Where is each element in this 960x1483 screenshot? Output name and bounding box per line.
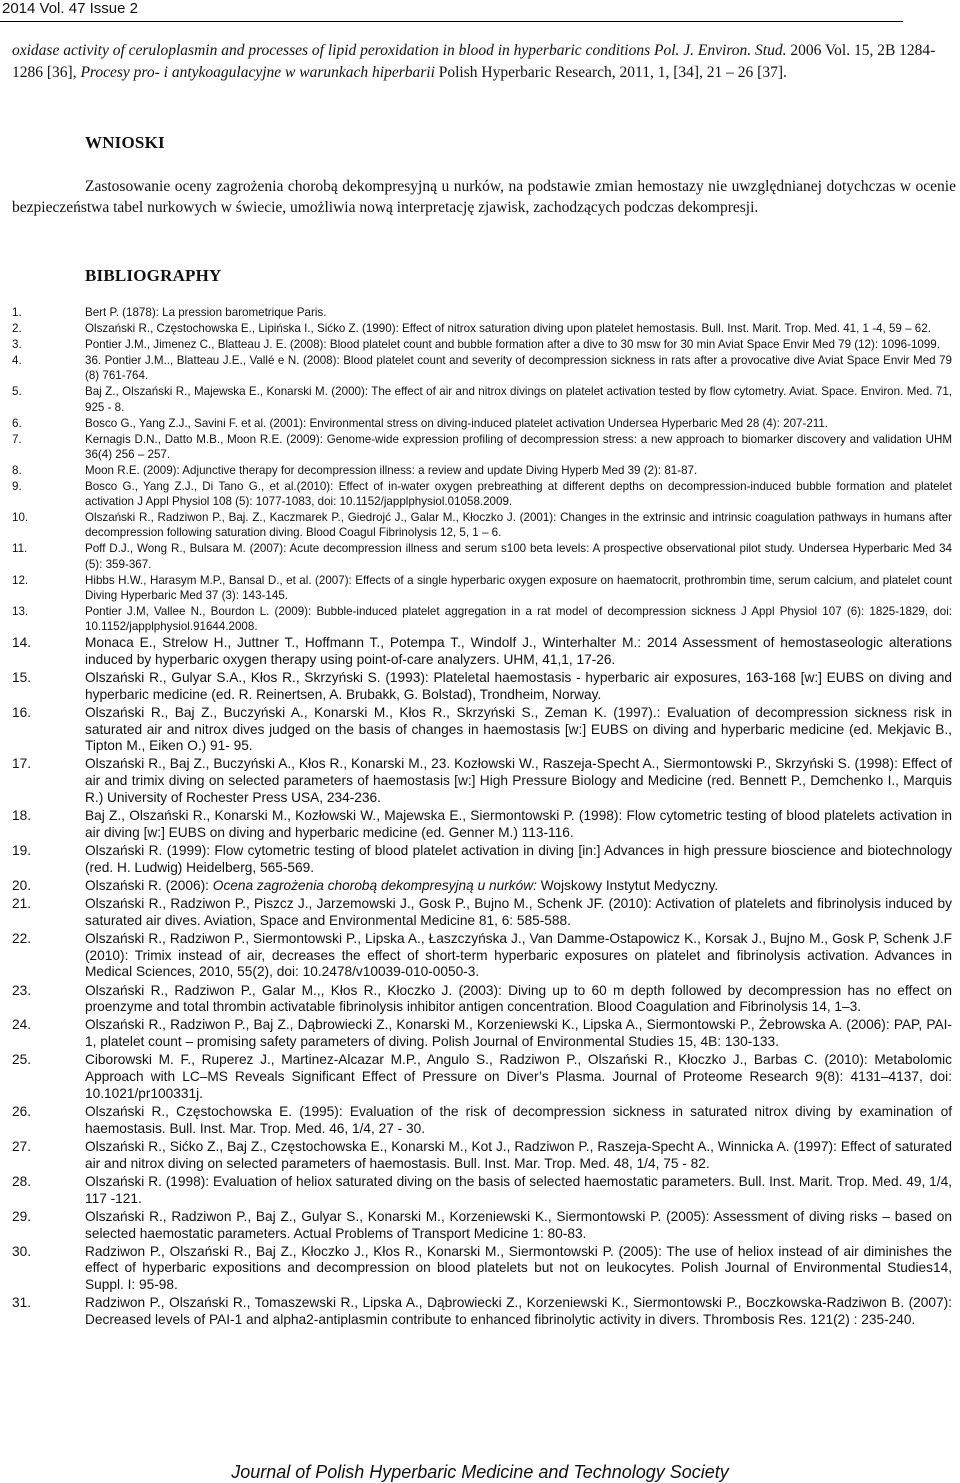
- reference-number: 5.: [12, 385, 22, 399]
- reference-text: Olszański R., Radziwon P., Galar M.,, Kłos R., Kłoczko J. (2003): Diving up to 60 m depth followed by decompression has no effect on proenzyme and total thrombin activatable fibrinolysis inhibitor antigen concentration. Blood Coagulation and Fibrinolysis 14, 1–3.: [85, 982, 952, 1015]
- reference-text: Olszański R., Częstochowska E. (1995): Evaluation of the risk of decompression sickness in saturated nitrox diving by examination of haemostasis. Bull. Inst. Mar. Trop. Med. 46, 1/4, 27 - 30.: [85, 1104, 952, 1136]
- reference-item: [12, 931, 960, 981]
- reference-number: 21.: [12, 896, 32, 911]
- reference-text: Olszański R., Baj Z., Buczyński A., Kłos R., Konarski M., 23. Kozłowski W., Raszeja-Specht A., Siermontowski P., Skrzyński S. (1998): Effect of air and trimix diving on selected parameters of haemostasis [w:] High Pressure Biology and Medicine (red. Bennett P., Demchenko I., Marquis R.) University of Rochester Press USA, 234-236.: [85, 756, 952, 806]
- reference-text: Hibbs H.W., Harasym M.P., Bansal D., et al. (2007): Effects of a single hyperbaric oxygen exposure on haematocrit, prothrombin time, serum calcium, and platelet count Diving Hyperbaric Med 37 (3): 143-145.: [85, 573, 952, 602]
- reference-text-post: Wojskowy Instytut Medyczny.: [536, 877, 719, 893]
- reference-item: [12, 1244, 960, 1294]
- reference-item: [12, 896, 960, 930]
- carryover-rest-2: Polish Hyperbaric Research, 2011, 1, [34], 21 – 26 [37].: [434, 64, 787, 81]
- reference-number: 7.: [12, 432, 22, 446]
- reference-item: [12, 479, 960, 509]
- reference-text: Pontier J.M, Vallee N., Bourdon L. (2009): Bubble-induced platelet aggregation in a rat model of decompression sickness J Appl Physiol 107 (6): 1825-1829, doi: 10.1152/japplphysiol.91644.2008.: [85, 604, 952, 633]
- reference-number: 29.: [12, 1208, 32, 1224]
- reference-text: 36. Pontier J.M.., Blatteau J.E., Vallé e N. (2008): Blood platelet count and severity of decompression sickness in rats after a provocative dive Aviat Space Envir Med 79 (8) 761-764.: [85, 354, 952, 383]
- reference-text: Ciborowski M. F., Ruperez J., Martinez-Alcazar M.P., Angulo S., Radziwon P., Olszański R., Kłoczko J., Barbas C. (2010): Metabolomic Approach with LC–MS Reveals Significant Effect of Pressure on Diver’s Plasma. Journal of Proteome Research 9(8): 4131–4137, doi: 10.1021/pr100331j.: [85, 1052, 952, 1101]
- reference-number: 27.: [12, 1138, 32, 1154]
- reference-text: Monaca E., Strelow H., Juttner T., Hoffmann T., Potempa T., Windolf J., Winterhalter M.: 2014 Assessment of hemostaseologic alterations induced by hyperbaric oxygen therapy using point-of-care analyzers. UHM, 41,1, 17-26.: [85, 634, 952, 667]
- reference-text: Pontier J.M., Jimenez C., Blatteau J. E. (2008): Blood platelet count and bubble formation after a dive to 30 msw for 30 min Aviat Space Envir Med 79 (12): 1096-1099.: [85, 338, 940, 352]
- reference-number: 23.: [12, 982, 32, 998]
- carryover-italic-2: Procesy pro- i antykoagulacyjne w warunkach hiperbarii: [80, 64, 435, 81]
- bibliography-list: [12, 305, 960, 1330]
- reference-item: [12, 1052, 960, 1102]
- reference-item: [12, 432, 960, 462]
- conclusions-paragraph: Zastosowanie oceny zagrożenia chorobą dekompresyjną u nurków, na podstawie zmian hemostazy nie uwzględnianej dotychczas w ocenie bezpieczeństwa tabel nurkowych w świecie, umożliwia nową interpretację zjawisk, zachodzących podczas dekompresji.: [12, 178, 956, 216]
- reference-title-italic: Ocena zagrożenia chorobą dekompresyjną u nurków:: [212, 877, 537, 893]
- reference-text: Radziwon P., Olszański R., Baj Z., Kłoczko J., Kłos R., Konarski M., Siermontowski P. (2005): The use of heliox instead of air diminishes the effect of hyperbaric expositions and decompression on blood platelets but not on leukocytes. Polish Journal of Environmental Studies14, Suppl. I: 95-98.: [85, 1243, 952, 1293]
- reference-number: 20.: [12, 877, 32, 893]
- reference-item: [12, 843, 960, 877]
- reference-text: Baj Z., Olszański R., Majewska E., Konarski M. (2000): The effect of air and nitrox divings on platelet activation tested by flow cytometry. Aviat. Space. Environ. Med. 71, 925 - 8.: [85, 385, 952, 414]
- reference-number: 11.: [12, 542, 28, 556]
- reference-item: [12, 1209, 960, 1243]
- reference-number: 8.: [12, 463, 22, 477]
- reference-text: Olszański R., Gulyar S.A., Kłos R., Skrzyński S. (1993): Plateletal haemostasis - hyperbaric air exposures, 163-168 [w:] EUBS on diving and hyperbaric medicine (ed. R. Reinertsen, A. Brubakk, G. Bolstad), Trondheim, Norway.: [85, 669, 952, 702]
- reference-number: 9.: [12, 480, 22, 494]
- reference-text: Olszański R. (1998): Evaluation of heliox saturated diving on the basis of selected haemostatic parameters. Bull. Inst. Marit. Trop. Med. 49, 1/4, 117 -121.: [85, 1173, 952, 1206]
- reference-number: 16.: [12, 704, 32, 720]
- reference-number: 24.: [12, 1017, 32, 1033]
- carryover-italic: oxidase activity of ceruloplasmin and processes of lipid peroxidation in blood in hyperbaric conditions Pol. J. Environ. Stud.: [12, 42, 787, 59]
- reference-text: Kernagis D.N., Datto M.B., Moon R.E. (2009): Genome-wide expression profiling of decompression stress: a new approach to biomarker discovery and validation UHM 36(4) 256 – 257.: [85, 432, 952, 461]
- header-rule: [0, 21, 903, 22]
- reference-number: 13.: [12, 604, 29, 618]
- reference-item: [12, 604, 960, 634]
- bibliography-heading: BIBLIOGRAPHY: [85, 266, 222, 285]
- reference-item: [12, 416, 960, 431]
- reference-item: [12, 756, 960, 806]
- reference-text: Olszański R., Radziwon P., Siermontowski P., Lipska A., Łaszczyńska J., Van Damme-Ostapowicz K., Korsak J., Bujno M., Gosk P, Schenk J.F (2010): Trimix instead of air, decreases the effect of short-term hyperbaric exposures on platelet and fibrinolysis activation. Advances in Medical Sciences, 2010, 55(2), doi: 10.2478/v10039-010-0050-3.: [85, 930, 952, 980]
- reference-item: [12, 983, 960, 1017]
- reference-text: Olszański R., Sićko Z., Baj Z., Częstochowska E., Konarski M., Kot J., Radziwon P., Raszeja-Specht A., Winnicka A. (1997): Effect of saturated air and nitrox diving on selected parameters of haemostasis. Bull. Inst. Mar. Trop. Med. 48, 1/4, 75 - 82.: [85, 1138, 952, 1171]
- reference-text: Bert P. (1878): La pression barometrique Paris.: [85, 306, 327, 319]
- reference-number: 31.: [12, 1295, 32, 1311]
- reference-item: [12, 1139, 960, 1173]
- reference-item: [12, 321, 960, 336]
- reference-item: [12, 878, 960, 895]
- reference-item: [12, 808, 960, 842]
- reference-number: 22.: [12, 930, 32, 946]
- reference-text: Poff D.J., Wong R., Bulsara M. (2007): Acute decompression illness and serum s100 beta levels: A prospective observational pilot study. Undersea Hyperbaric Med 34 (5): 359-367.: [85, 542, 952, 571]
- reference-item: [12, 337, 960, 352]
- reference-text: Olszański R., Radziwon P., Piszcz J., Jarzemowski J., Gosk P., Bujno M., Schenk JF. (2010): Activation of platelets and fibrinolysis induced by saturated air dives. Aviation, Space and Environmental Medicine 81, 6: 585-588.: [85, 896, 952, 928]
- reference-text: [85, 878, 960, 895]
- reference-number: 14.: [12, 634, 32, 650]
- journal-footer: Journal of Polish Hyperbaric Medicine and Technology Society: [231, 1462, 729, 1482]
- reference-number: 19.: [12, 843, 32, 859]
- reference-text: Olszański R. (1999): Flow cytometric testing of blood platelet activation in diving [in:] Advances in high pressure bioscience and biotechnology (red. H. Ludwig) Heidelberg, 565-569.: [85, 843, 952, 875]
- reference-item: [12, 463, 960, 478]
- reference-text-pre: Olszański R. (2006):: [85, 877, 213, 893]
- conclusions-heading: WNIOSKI: [85, 133, 165, 152]
- reference-item: [12, 541, 960, 571]
- reference-number: 15.: [12, 669, 32, 685]
- journal-issue-header: 2014 Vol. 47 Issue 2: [2, 0, 138, 17]
- reference-item: [12, 305, 960, 320]
- reference-item: [12, 573, 960, 603]
- reference-item: [12, 1017, 960, 1051]
- carryover-reference-text: [12, 40, 952, 84]
- reference-text: Radziwon P., Olszański R., Tomaszewski R., Lipska A., Dąbrowiecki Z., Korzeniewski K., Siermontowski P., Boczkowska-Radziwon B. (2007): Decreased levels of PAI-1 and alpha2-antiplasmin contribute to enhanced fibrinolytic activity in divers. Thrombosis Res. 121(2) : 235-240.: [85, 1295, 952, 1328]
- reference-number: 6.: [12, 416, 22, 430]
- reference-item: [12, 1104, 960, 1138]
- reference-number: 28.: [12, 1173, 32, 1189]
- reference-number: 4.: [12, 354, 22, 368]
- reference-number: 17.: [12, 756, 32, 772]
- reference-number: 18.: [12, 808, 32, 824]
- reference-number: 1.: [12, 306, 22, 319]
- reference-text: Olszański R., Radziwon P., Baj. Z., Kaczmarek P., Giedrojć J., Galar M., Kłoczko J. (2001): Changes in the extrinsic and intrinsic coagulation pathways in humans after decompression following saturation diving. Blood Coagul Fibrinolysis 12, 5, 1 – 6.: [85, 511, 952, 540]
- carryover-rest: 2006 Vol. 15, 2B 1284-1286 [36],: [12, 42, 936, 81]
- reference-text: Olszański R., Baj Z., Buczyński A., Konarski M., Kłos R., Skrzyński S., Zeman K. (1997).: Evaluation of decompression sickness risk in saturated air and nitrox dives judged on the basis of changes in haemostasis [w:] EUBS on diving and hyperbaric medicine (ed. Mekjavic B., Tipton M., Eiken O.) 91- 95.: [85, 704, 952, 754]
- reference-text: Bosco G., Yang Z.J., Savini F. et al. (2001): Environmental stress on diving-induced platelet activation Undersea Hyperbaric Med 28 (4): 207-211.: [85, 416, 829, 430]
- reference-item: [12, 353, 960, 383]
- reference-number: 3.: [12, 338, 22, 352]
- reference-item: [12, 1174, 960, 1208]
- reference-item: [12, 384, 960, 414]
- reference-item: [12, 670, 960, 704]
- reference-number: 26.: [12, 1104, 32, 1120]
- reference-text: Moon R.E. (2009): Adjunctive therapy for decompression illness: a review and update Diving Hyperb Med 39 (2): 81-87.: [85, 463, 698, 477]
- reference-text: Bosco G., Yang Z.J., Di Tano G., et al.(2010): Effect of in-water oxygen prebreathing at different depths on decompression-induced bubble formation and platelet activation J Appl Physiol 108 (5): 1077-1083, doi: 10.1152/japplphysiol.01058.2009.: [85, 480, 952, 509]
- reference-number: 2.: [12, 322, 22, 336]
- reference-text: Olszański R., Radziwon P., Baj Z., Dąbrowiecki Z., Konarski M., Korzeniewski K., Lipska A., Siermontowski P., Żebrowska A. (2006): PAP, PAI-1, platelet count – promising safety parameters of diving. Polish Journal of Environmental Studies 15, 4B: 130-133.: [85, 1017, 952, 1050]
- reference-text: Baj Z., Olszański R., Konarski M., Kozłowski W., Majewska E., Siermontowski P. (1998): Flow cytometric testing of blood platelets activation in air diving [w:] EUBS on diving and hyperbaric medicine (ed. Genner M.) 113-116.: [85, 808, 952, 840]
- reference-item: [12, 1295, 960, 1329]
- reference-number: 12.: [12, 573, 29, 587]
- reference-text: Olszański R., Częstochowska E., Lipińska I., Sićko Z. (1990): Effect of nitrox saturation diving upon platelet hemostasis. Bull. Inst. Marit. Trop. Med. 41, 1 -4, 59 – 62.: [85, 322, 931, 336]
- reference-number: 10.: [12, 511, 29, 525]
- reference-number: 25.: [12, 1052, 32, 1068]
- reference-text: Olszański R., Radziwon P., Baj Z., Gulyar S., Konarski M., Korzeniewski K., Siermontowski P. (2005): Assessment of diving risks – based on selected haemostatic parameters. Actual Problems of Transport Medicine 1: 80-83.: [85, 1208, 952, 1241]
- reference-item: [12, 705, 960, 755]
- reference-number: 30.: [12, 1243, 32, 1259]
- reference-item: [12, 510, 960, 540]
- reference-item: [12, 635, 960, 669]
